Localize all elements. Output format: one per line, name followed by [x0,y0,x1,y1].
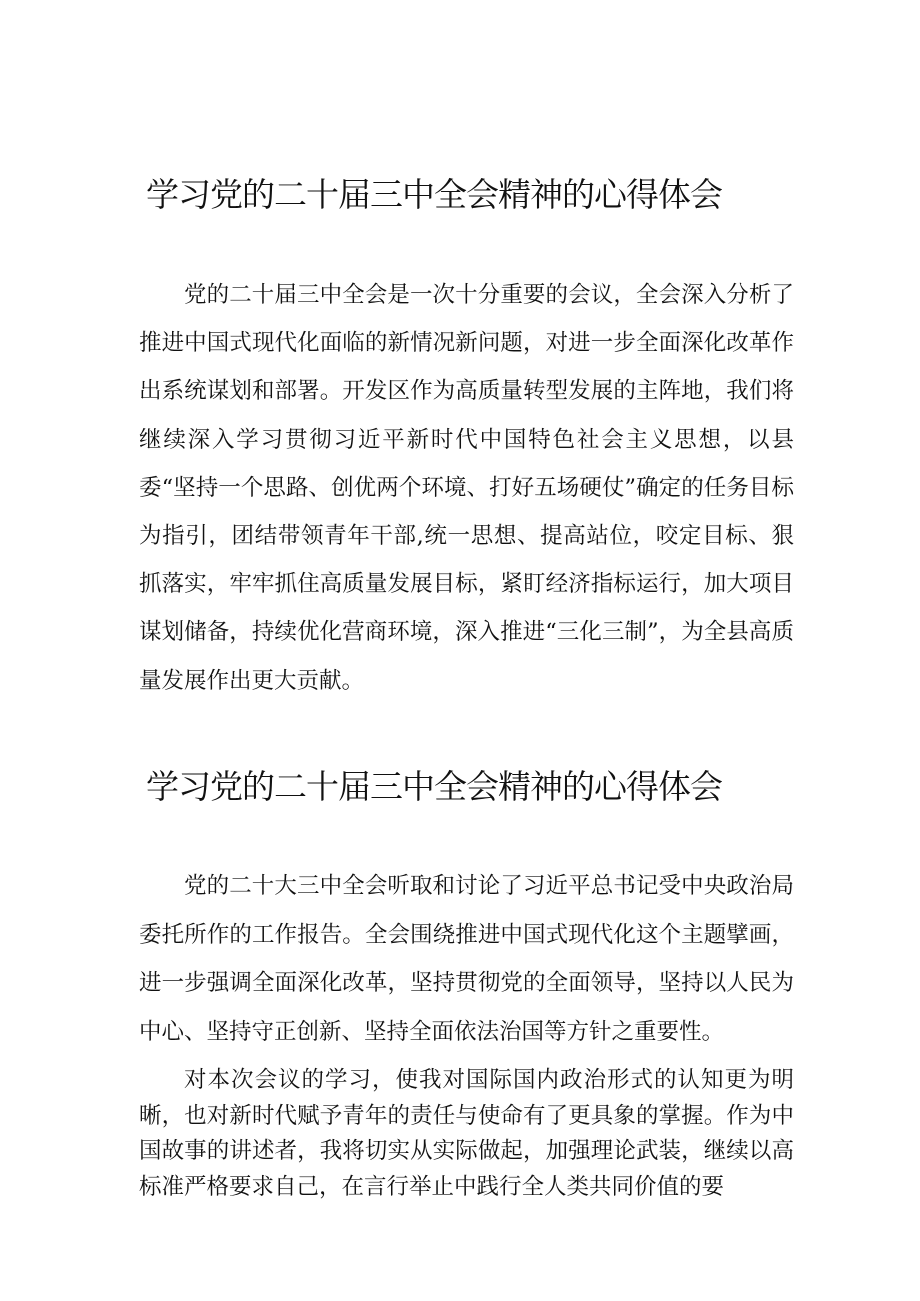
section-2-paragraph-1: 党的二十大三中全会听取和讨论了习近平总书记受中央政治局委托所作的工作报告。全会围绕推进中国式现代化这个主题擘画，进一步强调全面深化改革，坚持贯彻党的全面领导，坚持以人民为中心、坚持守正创新、坚持全面依法治国等方针之重要性。 [139,873,794,1045]
section-1-title: 学习党的二十届三中全会精神的心得体会 [146,175,722,214]
section-2-paragraph-2: 对本次会议的学习，使我对国际国内政治形式的认知更为明晰，也对新时代赋予青年的责任与使命有了更具象的掌握。作为中国故事的讲述者，我将切实从实际做起，加强理论武装，继续以高标准严格要求自己，在言行举止中践行全人类共同价值的要 [139,1067,794,1200]
section-2-title: 学习党的二十届三中全会精神的心得体会 [146,767,722,806]
section-1-paragraph-1: 党的二十届三中全会是一次十分重要的会议，全会深入分析了推进中国式现代化面临的新情况新问题，对进一步全面深化改革作出系统谋划和部署。开发区作为高质量转型发展的主阵地，我们将继续深入学习贯彻习近平新时代中国特色社会主义思想，以县委“坚持一个思路、创优两个环境、打好五场硬仗”确定的任务目标为指引，团结带领青年干部,统一思想、提高站位，咬定目标、狠抓落实，牢牢抓住高质量发展目标，紧盯经济指标运行，加大项目谋划储备，持续优化营商环境，深入推进“三化三制”，为全县高质量发展作出更大贡献。 [139,282,794,694]
